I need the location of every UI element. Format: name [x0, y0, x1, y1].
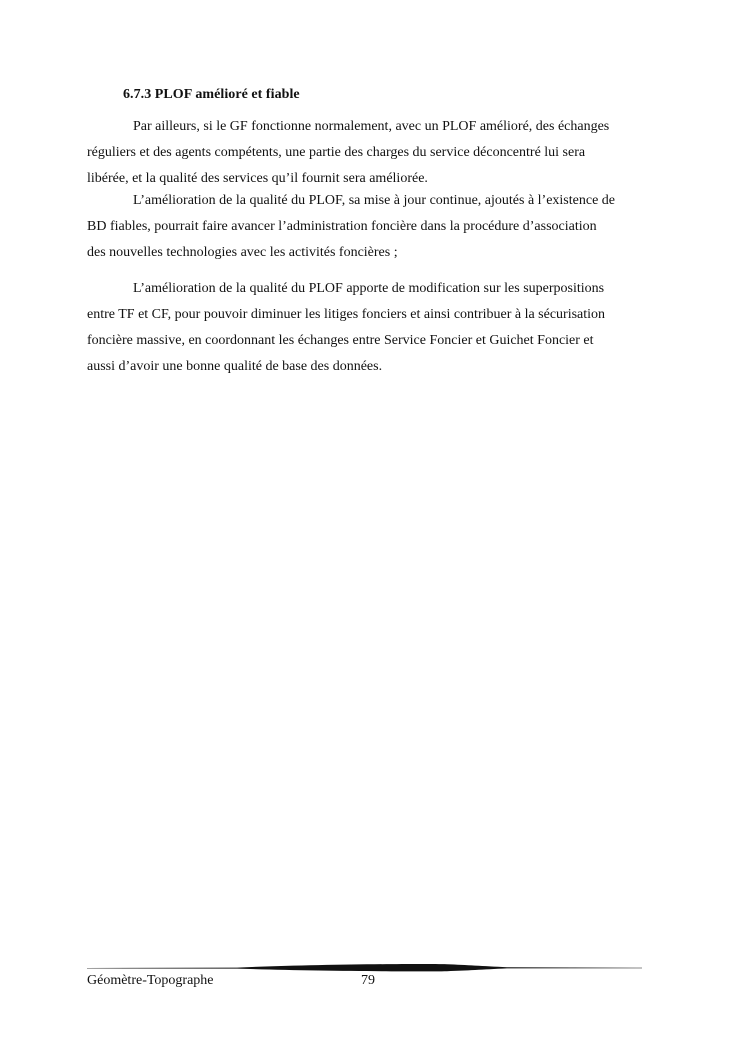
section-heading: 6.7.3 PLOF amélioré et fiable	[123, 87, 300, 102]
paragraph-line: libérée, et la qualité des services qu’il fournit sera améliorée.	[87, 171, 428, 186]
paragraph-line: réguliers et des agents compétents, une partie des charges du service déconcentré lui sera	[87, 145, 586, 160]
paragraph-3	[87, 276, 657, 380]
paragraph-line: Par ailleurs, si le GF fonctionne normalement, avec un PLOF amélioré, des échanges	[133, 119, 610, 134]
paragraph-1	[87, 114, 657, 192]
paragraph-line: foncière massive, en coordonnant les échanges entre Service Foncier et Guichet Foncier et	[87, 333, 594, 348]
page-number: 79	[361, 973, 375, 988]
footer-divider	[87, 962, 642, 972]
paragraph-line: L’amélioration de la qualité du PLOF apporte de modification sur les superpositions	[133, 281, 605, 296]
paragraph-line: L’amélioration de la qualité du PLOF, sa mise à jour continue, ajoutés à l’existence de	[133, 193, 616, 208]
paragraph-line: aussi d’avoir une bonne qualité de base des données.	[87, 359, 383, 374]
footer-author-label: Géomètre-Topographe	[87, 973, 214, 988]
paragraph-2	[87, 188, 657, 266]
paragraph-line: des nouvelles technologies avec les activités foncières ;	[87, 245, 398, 260]
paragraph-line: BD fiables, pourrait faire avancer l’administration foncière dans la procédure d’association	[87, 219, 597, 234]
paragraph-line: entre TF et CF, pour pouvoir diminuer les litiges fonciers et ainsi contribuer à la sécurisation	[87, 307, 606, 322]
